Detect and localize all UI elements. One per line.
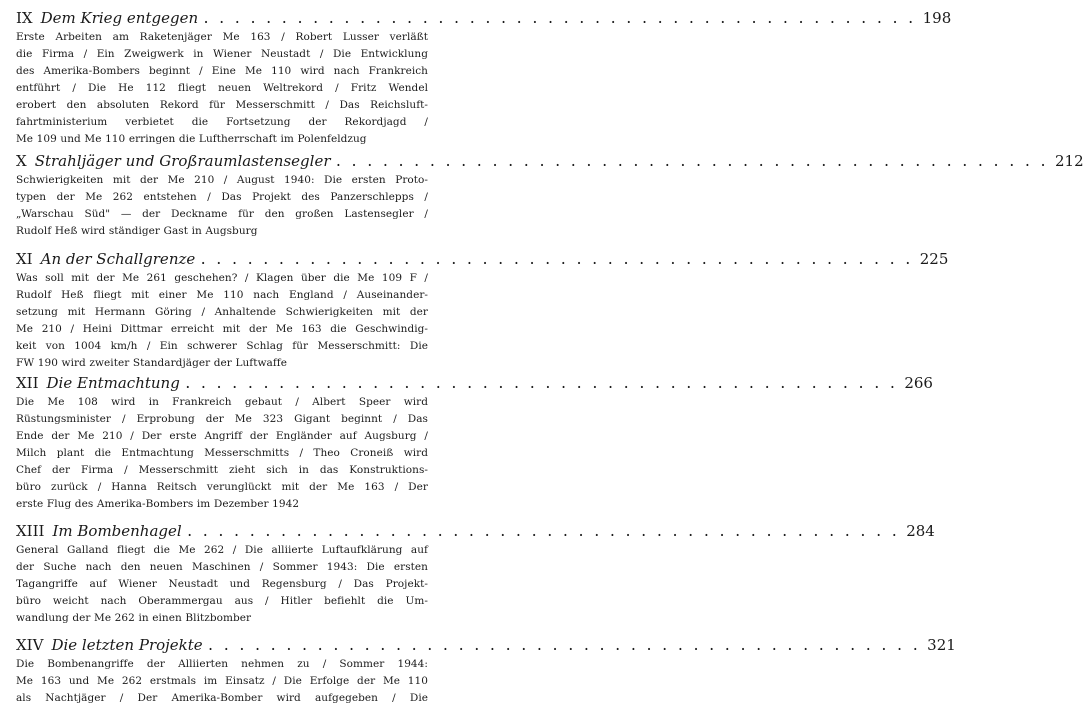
summary-line: Tagangriffe auf Wiener Neustadt und Regensburg / Das Projekt- xyxy=(16,578,428,590)
summary-line: des Amerika-Bombers beginnt / Eine Me 110 wird nach Frankreich xyxy=(16,65,428,77)
summary-line: Me 210 / Heini Dittmar erreicht mit der Me 163 die Geschwindig- xyxy=(16,323,428,335)
summary-line: fahrtministerium verbietet die Fortsetzung der Rekordjagd / xyxy=(16,116,428,128)
chapter-heading[interactable] xyxy=(16,635,956,655)
summary-line: die Firma / Ein Zweigwerk in Wiener Neustadt / Die Entwicklung xyxy=(16,48,428,60)
summary-line: Schwierigkeiten mit der Me 210 / August 1940: Die ersten Proto- xyxy=(16,174,428,186)
chapter-heading[interactable] xyxy=(16,8,952,28)
chapter-entry xyxy=(16,521,935,627)
chapter-number: X xyxy=(16,152,27,170)
dot-leader: . . . . . . . . . . . . . . . . . . . . . . . . . . . . . . . . . . . . . . . . . . . . . . xyxy=(208,640,922,653)
summary-line: keit von 1004 km/h / Ein schwerer Schlag für Messerschmitt: Die xyxy=(16,340,428,352)
summary-line: General Galland fliegt die Me 262 / Die alliierte Luftaufklärung auf xyxy=(16,544,428,556)
dot-leader: . . . . . . . . . . . . . . . . . . . . . . . . . . . . . . . . . . . . . . . . . . . . . . xyxy=(204,13,917,26)
summary-line: entführt / Die He 112 fliegt neuen Weltrekord / Fritz Wendel xyxy=(16,82,428,94)
chapter-summary xyxy=(16,656,428,707)
chapter-number: XIII xyxy=(16,522,45,540)
chapter-page-number: 225 xyxy=(919,250,949,268)
chapter-summary xyxy=(16,29,428,148)
summary-line: Milch plant die Entmachtung Messerschmitts / Theo Croneiß wird xyxy=(16,447,428,459)
summary-line: Erste Arbeiten am Raketenjäger Me 163 / Robert Lusser verläßt xyxy=(16,31,428,43)
summary-line: Rudolf Heß wird ständiger Gast in Augsburg xyxy=(16,225,258,237)
summary-line: FW 190 wird zweiter Standardjäger der Luftwaffe xyxy=(16,357,287,369)
chapter-entry xyxy=(16,249,949,372)
chapter-entry xyxy=(16,8,952,148)
chapter-title: Die Entmachtung xyxy=(46,374,180,392)
chapter-heading[interactable] xyxy=(16,249,949,269)
dot-leader: . . . . . . . . . . . . . . . . . . . . . . . . . . . . . . . . . . . . . . . . . . . . . . xyxy=(187,526,901,539)
summary-line: wandlung der Me 262 in einen Blitzbomber xyxy=(16,612,252,624)
chapter-number: XI xyxy=(16,250,33,268)
summary-line: der Suche nach den neuen Maschinen / Sommer 1943: Die ersten xyxy=(16,561,428,573)
chapter-number: XII xyxy=(16,374,39,392)
chapter-entry xyxy=(16,373,933,513)
chapter-summary xyxy=(16,394,428,513)
summary-line: Die Me 108 wird in Frankreich gebaut / Albert Speer wird xyxy=(16,396,428,408)
chapter-entry xyxy=(16,151,1084,240)
summary-line: typen der Me 262 entstehen / Das Projekt des Panzerschlepps / xyxy=(16,191,428,203)
summary-line: erste Flug des Amerika-Bombers im Dezember 1942 xyxy=(16,498,300,510)
chapter-title: Strahljäger und Großraumlastensegler xyxy=(34,152,331,170)
summary-line: als Nachtjäger / Der Amerika-Bomber wird aufgegeben / Die xyxy=(16,692,428,704)
chapter-page-number: 284 xyxy=(906,522,935,540)
chapter-number: IX xyxy=(16,9,33,27)
chapter-heading[interactable] xyxy=(16,521,935,541)
dot-leader: . . . . . . . . . . . . . . . . . . . . . . . . . . . . . . . . . . . . . . . . . . . . . . xyxy=(185,378,899,391)
summary-line: Me 109 und Me 110 erringen die Luftherrschaft im Polenfeldzug xyxy=(16,133,367,145)
chapter-title: Dem Krieg entgegen xyxy=(40,9,199,27)
chapter-page-number: 321 xyxy=(927,636,956,654)
chapter-heading[interactable] xyxy=(16,373,933,393)
summary-line: „Warschau Süd" — der Deckname für den großen Lastensegler / xyxy=(16,208,428,220)
chapter-number: XIV xyxy=(16,636,44,654)
chapter-title: Die letzten Projekte xyxy=(51,636,203,654)
summary-line: Me 163 und Me 262 erstmals im Einsatz / Die Erfolge der Me 110 xyxy=(16,675,428,687)
chapter-title: An der Schallgrenze xyxy=(40,250,196,268)
summary-line: Rudolf Heß fliegt mit einer Me 110 nach England / Auseinander- xyxy=(16,289,428,301)
summary-line: erobert den absoluten Rekord für Messerschmitt / Das Reichsluft- xyxy=(16,99,428,111)
chapter-summary xyxy=(16,542,428,627)
summary-line: Rüstungsminister / Erprobung der Me 323 Gigant beginnt / Das xyxy=(16,413,428,425)
chapter-summary xyxy=(16,172,428,240)
summary-line: büro weicht nach Oberammergau aus / Hitler befiehlt die Um- xyxy=(16,595,428,607)
chapter-summary xyxy=(16,270,428,372)
dot-leader: . . . . . . . . . . . . . . . . . . . . . . . . . . . . . . . . . . . . . . . . . . . . . . xyxy=(336,156,1049,169)
summary-line: Ende der Me 210 / Der erste Angriff der Engländer auf Augsburg / xyxy=(16,430,428,442)
summary-line: büro zurück / Hanna Reitsch verunglückt mit der Me 163 / Der xyxy=(16,481,428,493)
dot-leader: . . . . . . . . . . . . . . . . . . . . . . . . . . . . . . . . . . . . . . . . . . . . . . xyxy=(201,254,914,267)
chapter-title: Im Bombenhagel xyxy=(52,522,182,540)
chapter-entry xyxy=(16,635,956,707)
chapter-page-number: 198 xyxy=(922,9,952,27)
summary-line: Die Bombenangriffe der Alliierten nehmen zu / Sommer 1944: xyxy=(16,658,428,670)
chapter-heading[interactable] xyxy=(16,151,1084,171)
chapter-page-number: 212 xyxy=(1055,152,1084,170)
summary-line: Chef der Firma / Messerschmitt zieht sich in das Konstruktions- xyxy=(16,464,428,476)
summary-line: setzung mit Hermann Göring / Anhaltende Schwierigkeiten mit der xyxy=(16,306,428,318)
chapter-page-number: 266 xyxy=(904,374,933,392)
summary-line: Was soll mit der Me 261 geschehen? / Klagen über die Me 109 F / xyxy=(16,272,428,284)
